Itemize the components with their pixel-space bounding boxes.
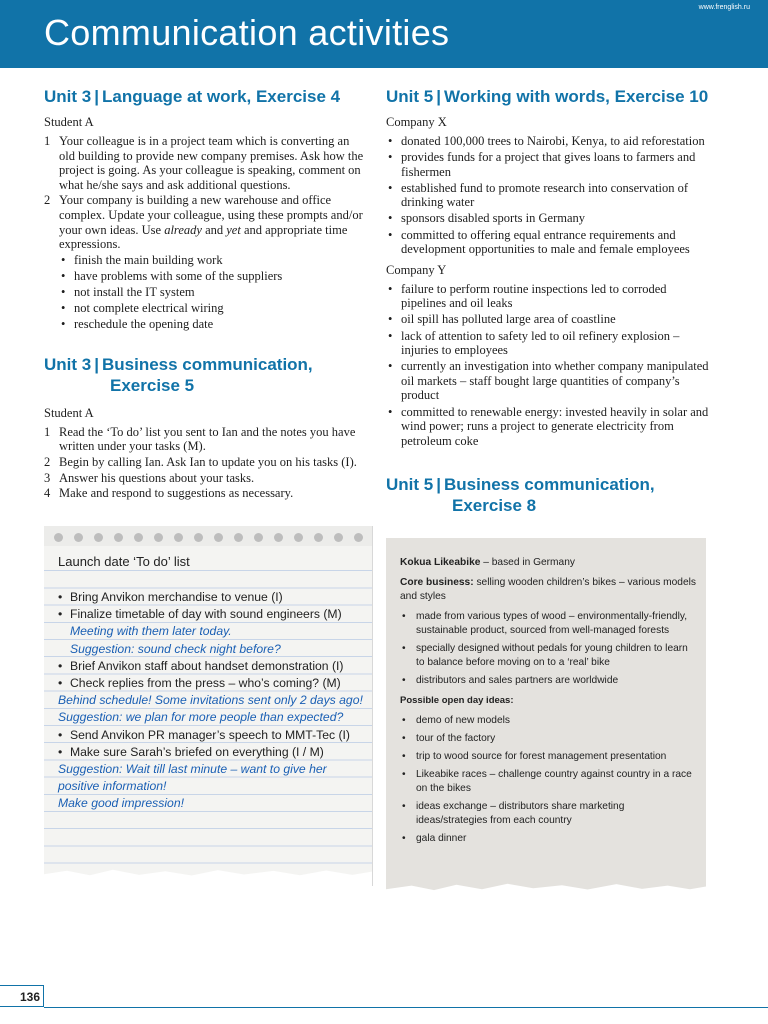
todo-item: • Make sure Sarah’s briefed on everything (I / M) <box>58 744 368 761</box>
ring-hole <box>174 533 183 542</box>
unit3-business-section <box>44 354 366 501</box>
ring-hole <box>294 533 303 542</box>
section-heading <box>44 354 366 396</box>
ring-hole <box>234 533 243 542</box>
student-label: Student A <box>44 115 94 129</box>
handwritten-note: Meeting with them later today. <box>70 624 232 639</box>
ring-hole <box>354 533 363 542</box>
list-item: • lack of attention to safety led to oil refinery explosion – injuries to employees <box>386 329 711 358</box>
ring-hole <box>334 533 343 542</box>
ring-hole <box>254 533 263 542</box>
company-name: Kokua Likeabike <box>400 557 481 568</box>
page-number: 136 <box>0 985 44 1007</box>
section-heading <box>44 86 366 107</box>
list-item: • not complete electrical wiring <box>59 301 366 316</box>
list-item: • finish the main building work <box>59 253 366 268</box>
section-title-line2: Exercise 5 <box>110 375 195 395</box>
handwritten-note: Behind schedule! Some invitations sent only 2 days ago! <box>58 693 363 708</box>
numbered-list <box>44 425 366 501</box>
page-header <box>0 0 768 68</box>
list-item: • gala dinner <box>400 832 696 846</box>
core-business: Core business: selling wooden children’s bikes – various models and styles <box>400 577 696 602</box>
company-y-label: Company Y <box>386 262 447 277</box>
core-list <box>400 610 696 688</box>
list-item: • failure to perform routine inspections led to corroded pipelines and oil leaks <box>386 282 711 311</box>
todo-item: • Bring Anvikon merchandise to venue (I) <box>58 589 368 606</box>
handwritten-note: Suggestion: we plan for more people than expected? <box>58 710 344 725</box>
company-x-label: Company X <box>386 115 447 129</box>
ring-hole <box>94 533 103 542</box>
student-label: Student A <box>44 405 94 420</box>
ring-hole <box>54 533 63 542</box>
list-item: • not install the IT system <box>59 285 366 300</box>
list-item: • made from various types of wood – environmentally-friendly, sustainable product, sourced from well-managed forests <box>400 610 696 638</box>
company-profile-box <box>386 538 706 900</box>
left-column <box>44 86 366 502</box>
list-item: • have problems with some of the suppliers <box>59 269 366 284</box>
list-item: • tour of the factory <box>400 732 696 746</box>
unit-label: Unit 5 <box>386 475 434 495</box>
list-item: 3 Answer his questions about your tasks. <box>44 470 255 485</box>
list-item: 2 Begin by calling Ian. Ask Ian to update you on his tasks (I). <box>44 454 357 469</box>
numbered-list <box>44 134 366 252</box>
right-column <box>386 86 711 516</box>
ring-hole <box>114 533 123 542</box>
ring-hole <box>194 533 203 542</box>
todo-item: • Send Anvikon PR manager’s speech to MMT-Tec (I) <box>58 727 368 744</box>
todo-item: • Finalize timetable of day with sound engineers (M) <box>58 606 368 623</box>
section-title: Language at work, Exercise 4 <box>102 87 341 106</box>
separator: | <box>94 354 99 374</box>
section-title: Business communication, <box>102 354 313 374</box>
unit3-language-section <box>44 86 366 332</box>
box-content <box>400 556 696 852</box>
list-item: • reschedule the opening date <box>59 317 366 332</box>
separator: | <box>436 475 441 495</box>
unit-label: Unit 3 <box>44 354 92 374</box>
list-item: • oil spill has polluted large area of coastline <box>386 312 711 327</box>
list-item: • ideas exchange – distributors share marketing ideas/strategies from each country <box>400 800 696 828</box>
footer-rule <box>44 1007 768 1008</box>
handwritten-note: Make good impression! <box>58 796 184 811</box>
company-line: Kokua Likeabike – based in Germany <box>400 557 575 568</box>
notebook-title: Launch date ‘To do’ list <box>58 554 190 569</box>
list-item: • distributors and sales partners are worldwide <box>400 674 696 688</box>
handwritten-note: Suggestion: Wait till last minute – want to give her positive information! <box>58 762 327 794</box>
company-y-list <box>386 282 711 449</box>
ring-hole <box>214 533 223 542</box>
section-heading <box>386 86 711 107</box>
list-item: • demo of new models <box>400 714 696 728</box>
ring-hole <box>154 533 163 542</box>
page-title: Communication activities <box>44 12 450 53</box>
section-title: Working with words, Exercise 10 <box>444 87 709 106</box>
list-item: • committed to offering equal entrance requirements and development opportunities to male and female employees <box>386 228 711 257</box>
todo-item: • Brief Anvikon staff about handset demonstration (I) <box>58 658 368 675</box>
section-heading <box>386 474 711 516</box>
list-item: 1 Your colleague is in a project team which is converting an old building to provide new company premises. Ask how the project is going. As your colleague is speaking, comment on what he/she says and ask additional questions. <box>44 134 364 192</box>
company-x-list <box>386 134 711 257</box>
unit5-business-section <box>386 474 711 516</box>
separator: | <box>94 87 99 106</box>
list-item: • established fund to promote research into conservation of drinking water <box>386 181 711 210</box>
separator: | <box>436 87 441 106</box>
todo-item: • Check replies from the press – who’s coming? (M) <box>58 675 368 692</box>
list-item: • Likeabike races – challenge country against country in a race on the bikes <box>400 768 696 796</box>
handwritten-note: Suggestion: sound check night before? <box>70 641 281 656</box>
list-item: • specially designed without pedals for young children to learn to balance before moving on to a ‘real’ bike <box>400 642 696 670</box>
list-item: • donated 100,000 trees to Nairobi, Kenya, to aid reforestation <box>386 134 711 149</box>
list-item: • currently an investigation into whether company manipulated oil markets – staff bought large quantities of company’s product <box>386 359 711 403</box>
ring-hole <box>134 533 143 542</box>
prompt-bullets <box>44 253 366 332</box>
unit5-words-section <box>386 86 711 448</box>
list-item: 1 Read the ‘To do’ list you sent to Ian and the notes you have written under your tasks (M). <box>44 424 356 454</box>
site-url: www.frenglish.ru <box>698 4 750 11</box>
list-item: 2 Your company is building a new warehouse and office complex. Update your colleague, using these prompts and/or your own ideas. Use already and yet and appropriate time expressions. <box>44 193 363 252</box>
section-title: Business communication, <box>444 475 655 495</box>
unit-label: Unit 3 <box>44 87 92 106</box>
unit-label: Unit 5 <box>386 87 434 106</box>
list-item: • provides funds for a project that gives loans to farmers and fishermen <box>386 150 711 179</box>
list-item: • committed to renewable energy: invested heavily in solar and wind power; runs a project to generate electricity from petroleum coke <box>386 405 711 449</box>
ideas-heading: Possible open day ideas: <box>400 695 514 706</box>
ring-hole <box>274 533 283 542</box>
list-item: • trip to wood source for forest management presentation <box>400 750 696 764</box>
ring-hole <box>74 533 83 542</box>
notebook-rings <box>44 526 372 546</box>
todo-list <box>58 589 368 813</box>
section-title-line2: Exercise 8 <box>452 496 537 516</box>
todo-notebook <box>44 526 373 886</box>
torn-edge <box>386 882 706 900</box>
list-item: 4 Make and respond to suggestions as necessary. <box>44 486 294 501</box>
list-item: • sponsors disabled sports in Germany <box>386 211 711 226</box>
ideas-list <box>400 714 696 846</box>
torn-edge <box>44 868 372 886</box>
ring-hole <box>314 533 323 542</box>
